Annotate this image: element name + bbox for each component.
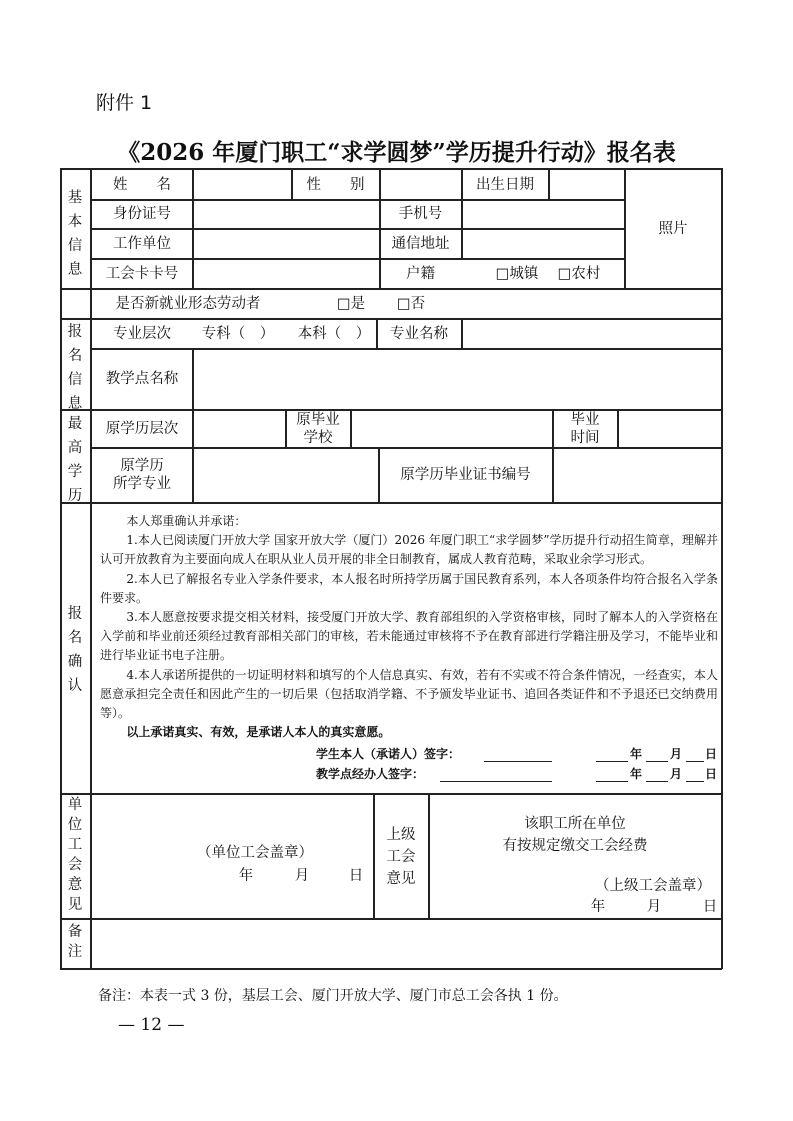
student-signature-line[interactable] <box>484 761 552 762</box>
upper-union-text-1: 该职工所在单位 <box>524 816 626 832</box>
section-basic-info: 基 本 信 息 <box>67 190 83 278</box>
upper-union-label: 上级 工会 意见 <box>386 827 416 887</box>
handler-year: 年 <box>630 767 643 781</box>
student-month-line[interactable] <box>646 761 668 762</box>
hukou-label: 户籍 <box>406 265 435 282</box>
name-field[interactable] <box>192 170 291 199</box>
union-card-label: 工会卡卡号 <box>105 265 179 282</box>
upper-date-day: 日 <box>702 899 718 915</box>
gender-label: 性 别 <box>306 176 365 193</box>
handler-signature-label: 教学点经办人签字： <box>316 767 425 781</box>
student-day-line[interactable] <box>686 761 704 762</box>
attachment-label: 附件 1 <box>96 92 153 114</box>
student-year-line[interactable] <box>596 761 628 762</box>
student-year: 年 <box>630 747 643 761</box>
original-school-label: 原毕业 学校 <box>296 411 340 446</box>
new-form-worker-label: 是否新就业形态劳动者 <box>115 295 261 312</box>
union-card-field[interactable] <box>192 259 379 288</box>
photo-box[interactable] <box>625 170 721 288</box>
student-day: 日 <box>705 747 718 761</box>
promise-item-3: 3.本人愿意按要求提交相关材料，接受厦门开放大学、教育部组织的入学资格审核，同时了解本人的入学资格在入学前和毕业前还须经过教育部相关部门的审核，若未能通过审核将不予在教育部进行学籍注册及学习，不能毕业和进行毕业证书电子注册。 <box>100 610 718 663</box>
major-level-label: 专业层次 <box>113 325 171 342</box>
promise-item-2: 2.本人已了解报名专业入学条件要求，本人报名时所持学历属于国民教育系列，本人各项条件均符合报名入学条件要求。 <box>100 571 718 605</box>
handler-month-line[interactable] <box>646 781 668 782</box>
form-title: 《2026 年厦门职工“求学圆梦”学历提升行动》报名表 <box>117 139 676 166</box>
student-signature-label: 学生本人（承诺人）签字： <box>316 747 461 761</box>
hukou-urban-checkbox[interactable]: □城镇 <box>495 265 539 282</box>
address-label: 通信地址 <box>391 235 450 252</box>
section-registration-confirm: 报 名 确 认 <box>67 606 83 694</box>
certificate-number-label: 原学历毕业证书编号 <box>400 467 531 483</box>
promise-text <box>100 512 718 742</box>
section-unit-opinion: 单 位 工 会 意 见 <box>67 797 83 913</box>
address-field[interactable] <box>462 229 624 258</box>
gender-field[interactable] <box>380 170 461 199</box>
graduation-time-field[interactable] <box>618 410 721 447</box>
new-form-yes-checkbox[interactable]: □是 <box>336 295 366 312</box>
birth-date-field[interactable] <box>549 170 624 199</box>
handler-year-line[interactable] <box>596 781 628 782</box>
original-major-field[interactable] <box>193 448 378 502</box>
handler-day: 日 <box>705 767 718 781</box>
promise-item-1: 1.本人已阅读厦门开放大学 国家开放大学（厦门）2026 年厦门职工“求学圆梦”学历提升行动招生简章，理解并认可开放教育为主要面向成人在职从业人员开展的非全日制教育，属成人教育范畴，采取业余学习形式。 <box>100 533 718 567</box>
work-unit-label: 工作单位 <box>113 235 171 252</box>
unit-date-month: 月 <box>294 868 310 884</box>
unit-seal-label: （单位工会盖章） <box>197 845 313 861</box>
unit-date-year: 年 <box>238 868 254 884</box>
phone-label: 手机号 <box>398 206 443 222</box>
student-month: 月 <box>670 747 683 761</box>
original-level-field[interactable] <box>193 410 285 447</box>
id-number-label: 身份证号 <box>113 206 171 222</box>
original-major-label: 原学历 所学专业 <box>113 458 171 492</box>
upper-date-month: 月 <box>646 899 662 915</box>
handler-day-line[interactable] <box>686 781 704 782</box>
unit-date-day: 日 <box>348 868 364 884</box>
graduation-time-label: 毕业 时间 <box>570 411 600 446</box>
work-unit-field[interactable] <box>192 229 379 258</box>
hukou-rural-checkbox[interactable]: □农村 <box>557 265 601 282</box>
promise-intro: 本人郑重确认并承诺： <box>126 514 247 528</box>
upper-date-year: 年 <box>590 899 606 915</box>
junior-college-option[interactable]: 专科（ ） <box>201 325 275 342</box>
page-number: — 12 — <box>118 1015 185 1035</box>
section-highest-education: 最 高 学 历 <box>67 416 83 504</box>
original-school-field[interactable] <box>351 410 552 447</box>
id-number-field[interactable] <box>192 200 379 228</box>
name-label: 姓 名 <box>113 176 171 193</box>
footnote: 备注：本表一式 3 份，基层工会、厦门开放大学、厦门市总工会各执 1 份。 <box>98 988 568 1004</box>
photo-label: 照片 <box>658 221 688 237</box>
upper-seal-label: （上级工会盖章） <box>595 878 711 894</box>
undergraduate-option[interactable]: 本科（ ） <box>297 325 371 342</box>
phone-field[interactable] <box>462 200 624 228</box>
handler-signature-line[interactable] <box>440 781 552 782</box>
section-remarks: 备 注 <box>67 924 83 960</box>
new-form-no-checkbox[interactable]: □否 <box>396 295 426 312</box>
promise-item-4: 4.本人承诺所提供的一切证明材料和填写的个人信息真实、有效，若有不实或不符合条件情况，一经查实，本人愿意承担完全责任和因此产生的一切后果（包括取消学籍、不予颁发毕业证书、追回各类证件和不予退还已交纳费用等）。 <box>100 667 718 721</box>
study-center-field[interactable] <box>193 349 721 409</box>
certificate-number-field[interactable] <box>553 448 721 502</box>
upper-union-text-2: 有按规定缴交工会经费 <box>502 838 648 854</box>
major-name-label: 专业名称 <box>390 325 448 342</box>
original-level-label: 原学历层次 <box>105 420 179 437</box>
handler-month: 月 <box>670 767 683 781</box>
study-center-label: 教学点名称 <box>105 371 179 387</box>
remarks-field[interactable] <box>92 919 721 968</box>
section-registration-info: 报 名 信 息 <box>67 324 83 412</box>
major-name-field[interactable] <box>462 319 721 348</box>
promise-closing: 以上承诺真实、有效，是承诺人本人的真实意愿。 <box>126 725 391 740</box>
birth-date-label: 出生日期 <box>476 176 534 193</box>
